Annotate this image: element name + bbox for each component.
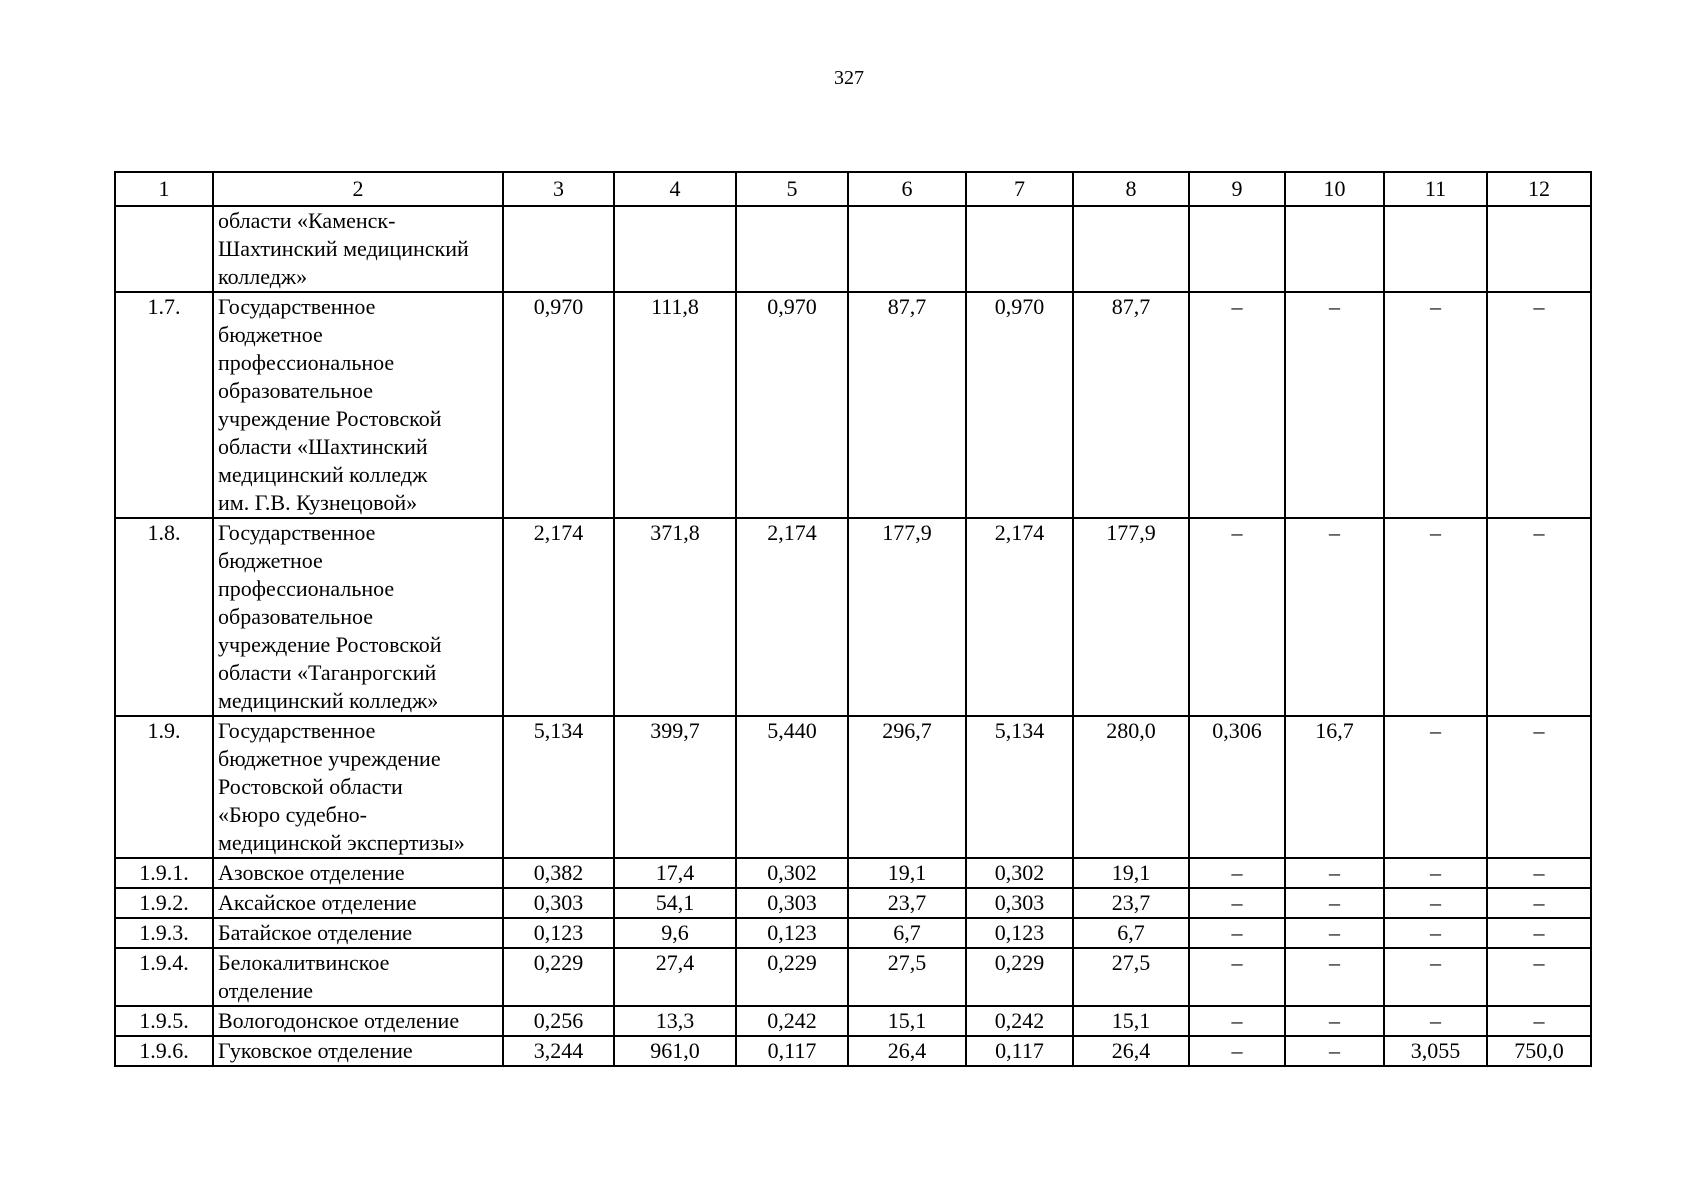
- table-row: [115, 292, 1591, 518]
- institution-name-line: Гуковское отделение: [218, 1038, 413, 1063]
- value-cell: 177,9: [848, 518, 966, 716]
- value-cell: 0,302: [966, 858, 1073, 888]
- value-cell: 0,970: [736, 292, 848, 518]
- value-cell: 0,302: [736, 858, 848, 888]
- value-cell: 0,303: [966, 888, 1073, 918]
- value-cell: 87,7: [1073, 292, 1189, 518]
- institution-name: [213, 716, 503, 858]
- institution-name-line: Ростовской области: [218, 774, 403, 799]
- value-cell: [614, 206, 736, 292]
- value-cell: –: [1487, 716, 1591, 858]
- value-cell: [966, 206, 1073, 292]
- value-cell: 27,5: [848, 948, 966, 1006]
- value-cell: 0,229: [966, 948, 1073, 1006]
- value-cell: 16,7: [1285, 716, 1384, 858]
- value-cell: 19,1: [848, 858, 966, 888]
- institution-name-line: профессиональное: [218, 576, 395, 601]
- value-cell: 15,1: [848, 1006, 966, 1036]
- institution-name-line: бюджетное: [218, 322, 323, 347]
- value-cell: –: [1487, 918, 1591, 948]
- value-cell: 371,8: [614, 518, 736, 716]
- institution-name-line: учреждение Ростовской: [218, 632, 442, 657]
- row-number: 1.9.: [115, 716, 213, 858]
- value-cell: 0,306: [1189, 716, 1285, 858]
- table-row: [115, 518, 1591, 716]
- row-number: 1.9.1.: [115, 858, 213, 888]
- value-cell: 177,9: [1073, 518, 1189, 716]
- value-cell: –: [1285, 292, 1384, 518]
- value-cell: 6,7: [848, 918, 966, 948]
- value-cell: –: [1189, 518, 1285, 716]
- column-header-row: [115, 172, 1591, 206]
- value-cell: –: [1285, 1036, 1384, 1066]
- institution-name: [213, 1036, 503, 1066]
- value-cell: 26,4: [848, 1036, 966, 1066]
- institution-name-line: профессиональное: [218, 350, 395, 375]
- value-cell: 0,303: [503, 888, 614, 918]
- value-cell: –: [1384, 716, 1487, 858]
- institution-name-line: учреждение Ростовской: [218, 406, 442, 431]
- value-cell: 0,117: [966, 1036, 1073, 1066]
- value-cell: –: [1189, 292, 1285, 518]
- column-header: 1: [115, 172, 213, 206]
- value-cell: 961,0: [614, 1036, 736, 1066]
- value-cell: 23,7: [848, 888, 966, 918]
- value-cell: 0,229: [736, 948, 848, 1006]
- value-cell: –: [1189, 948, 1285, 1006]
- institution-name-line: Аксайское отделение: [218, 890, 417, 915]
- institution-name: [213, 1006, 503, 1036]
- institution-name-line: им. Г.В. Кузнецовой»: [218, 490, 418, 515]
- table-row: [115, 858, 1591, 888]
- value-cell: 0,117: [736, 1036, 848, 1066]
- value-cell: –: [1487, 858, 1591, 888]
- column-header: 10: [1285, 172, 1384, 206]
- institution-name: [213, 948, 503, 1006]
- row-number: 1.9.6.: [115, 1036, 213, 1066]
- value-cell: –: [1487, 518, 1591, 716]
- institution-name-line: Вологодонское отделение: [218, 1008, 460, 1033]
- institution-name-line: Государственное: [218, 718, 376, 743]
- column-header: 2: [213, 172, 503, 206]
- institution-name-line: бюджетное: [218, 548, 323, 573]
- value-cell: 13,3: [614, 1006, 736, 1036]
- institution-name-line: медицинской экспертизы»: [218, 830, 465, 855]
- value-cell: 27,4: [614, 948, 736, 1006]
- value-cell: –: [1487, 1006, 1591, 1036]
- value-cell: –: [1285, 1006, 1384, 1036]
- value-cell: –: [1487, 292, 1591, 518]
- page-number: 327: [834, 67, 864, 89]
- institution-name-line: области «Каменск-: [218, 208, 396, 233]
- table-row: [115, 1036, 1591, 1066]
- institution-name-line: области «Таганрогский: [218, 660, 437, 685]
- institution-name-line: колледж»: [218, 264, 308, 289]
- value-cell: 0,242: [736, 1006, 848, 1036]
- institution-name-line: отделение: [218, 978, 314, 1003]
- value-cell: –: [1384, 1006, 1487, 1036]
- value-cell: 0,970: [503, 292, 614, 518]
- value-cell: 0,123: [736, 918, 848, 948]
- value-cell: 2,174: [736, 518, 848, 716]
- table-body: [115, 206, 1591, 1066]
- value-cell: 750,0: [1487, 1036, 1591, 1066]
- value-cell: 5,134: [966, 716, 1073, 858]
- institution-name: [213, 518, 503, 716]
- value-cell: –: [1384, 292, 1487, 518]
- value-cell: 0,256: [503, 1006, 614, 1036]
- value-cell: 5,134: [503, 716, 614, 858]
- value-cell: 5,440: [736, 716, 848, 858]
- value-cell: [1487, 206, 1591, 292]
- value-cell: [503, 206, 614, 292]
- value-cell: 111,8: [614, 292, 736, 518]
- value-cell: –: [1384, 888, 1487, 918]
- table-row: [115, 206, 1591, 292]
- value-cell: –: [1189, 1006, 1285, 1036]
- value-cell: –: [1285, 858, 1384, 888]
- institution-name-line: Азовское отделение: [218, 860, 405, 885]
- institution-name-line: Государственное: [218, 520, 376, 545]
- value-cell: 26,4: [1073, 1036, 1189, 1066]
- value-cell: 3,055: [1384, 1036, 1487, 1066]
- table-row: [115, 716, 1591, 858]
- institution-name-line: образовательное: [218, 378, 374, 403]
- institution-name-line: Белокалитвинское: [218, 950, 390, 975]
- institution-name: [213, 206, 503, 292]
- value-cell: 3,244: [503, 1036, 614, 1066]
- value-cell: 0,229: [503, 948, 614, 1006]
- column-header: 12: [1487, 172, 1591, 206]
- column-header: 6: [848, 172, 966, 206]
- value-cell: –: [1189, 858, 1285, 888]
- value-cell: –: [1384, 918, 1487, 948]
- value-cell: 2,174: [503, 518, 614, 716]
- institution-name-line: медицинский колледж»: [218, 688, 439, 713]
- column-header: 11: [1384, 172, 1487, 206]
- institution-name-line: бюджетное учреждение: [218, 746, 441, 771]
- institution-name-line: Шахтинский медицинский: [218, 236, 469, 261]
- institution-name-line: Батайское отделение: [218, 920, 413, 945]
- value-cell: 23,7: [1073, 888, 1189, 918]
- institution-name-line: медицинский колледж: [218, 462, 428, 487]
- column-header: 3: [503, 172, 614, 206]
- value-cell: 0,123: [966, 918, 1073, 948]
- value-cell: –: [1189, 888, 1285, 918]
- value-cell: –: [1384, 858, 1487, 888]
- value-cell: –: [1285, 888, 1384, 918]
- value-cell: 54,1: [614, 888, 736, 918]
- value-cell: 27,5: [1073, 948, 1189, 1006]
- value-cell: [848, 206, 966, 292]
- table-row: [115, 888, 1591, 918]
- value-cell: 0,382: [503, 858, 614, 888]
- value-cell: 280,0: [1073, 716, 1189, 858]
- value-cell: 399,7: [614, 716, 736, 858]
- value-cell: 296,7: [848, 716, 966, 858]
- value-cell: –: [1384, 948, 1487, 1006]
- institution-name-line: Государственное: [218, 294, 376, 319]
- column-header: 8: [1073, 172, 1189, 206]
- institution-name: [213, 292, 503, 518]
- row-number: 1.9.2.: [115, 888, 213, 918]
- row-number: 1.9.4.: [115, 948, 213, 1006]
- value-cell: –: [1189, 918, 1285, 948]
- column-header: 9: [1189, 172, 1285, 206]
- value-cell: 0,970: [966, 292, 1073, 518]
- value-cell: 0,242: [966, 1006, 1073, 1036]
- data-table: [114, 171, 1592, 1067]
- value-cell: 17,4: [614, 858, 736, 888]
- value-cell: –: [1384, 518, 1487, 716]
- value-cell: 9,6: [614, 918, 736, 948]
- value-cell: 2,174: [966, 518, 1073, 716]
- institution-name: [213, 888, 503, 918]
- value-cell: [736, 206, 848, 292]
- row-number: 1.7.: [115, 292, 213, 518]
- row-number: 1.9.3.: [115, 918, 213, 948]
- column-header: 4: [614, 172, 736, 206]
- value-cell: 6,7: [1073, 918, 1189, 948]
- value-cell: 15,1: [1073, 1006, 1189, 1036]
- table-row: [115, 918, 1591, 948]
- value-cell: 87,7: [848, 292, 966, 518]
- value-cell: –: [1285, 518, 1384, 716]
- value-cell: [1384, 206, 1487, 292]
- row-number: [115, 206, 213, 292]
- row-number: 1.8.: [115, 518, 213, 716]
- column-header: 7: [966, 172, 1073, 206]
- value-cell: –: [1285, 948, 1384, 1006]
- table-row: [115, 1006, 1591, 1036]
- institution-name: [213, 858, 503, 888]
- value-cell: 0,303: [736, 888, 848, 918]
- value-cell: –: [1487, 948, 1591, 1006]
- column-header: 5: [736, 172, 848, 206]
- value-cell: –: [1487, 888, 1591, 918]
- institution-name-line: «Бюро судебно-: [218, 802, 367, 827]
- value-cell: 19,1: [1073, 858, 1189, 888]
- value-cell: 0,123: [503, 918, 614, 948]
- institution-name: [213, 918, 503, 948]
- value-cell: [1189, 206, 1285, 292]
- institution-name-line: образовательное: [218, 604, 374, 629]
- value-cell: [1073, 206, 1189, 292]
- value-cell: –: [1189, 1036, 1285, 1066]
- value-cell: –: [1285, 918, 1384, 948]
- table-row: [115, 948, 1591, 1006]
- institution-name-line: области «Шахтинский: [218, 434, 428, 459]
- row-number: 1.9.5.: [115, 1006, 213, 1036]
- value-cell: [1285, 206, 1384, 292]
